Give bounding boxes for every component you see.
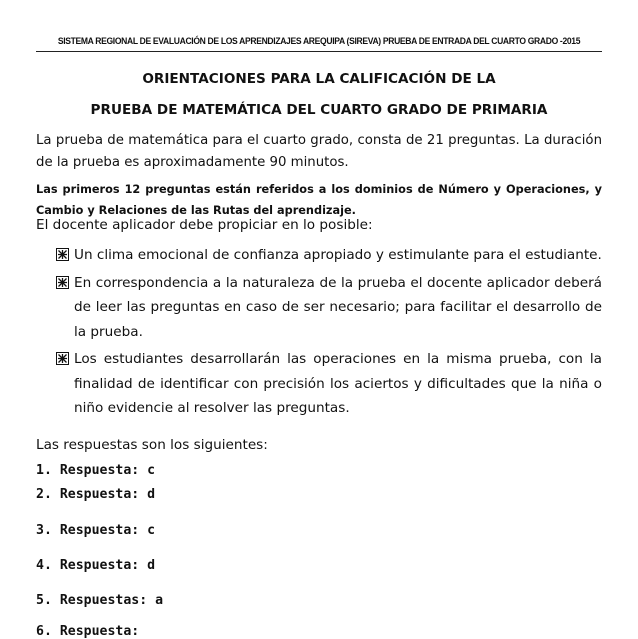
answer-item: 2. Respuesta: d (36, 487, 156, 502)
answer-item: 1. Respuesta: c (36, 463, 156, 478)
document-header: SISTEMA REGIONAL DE EVALUACIÓN DE LOS APRENDIZAJES AREQUIPA (SIREVA) PRUEBA DE ENTRADA DEL CUARTO GRADO -2015 (57, 36, 581, 46)
answer-item: 3. Respuesta: c (36, 523, 156, 538)
list-item (56, 347, 602, 421)
list-item (56, 243, 602, 268)
bold-paragraph: Las primeros 12 preguntas están referidos a los dominios de Número y Operaciones, y Cambio y Relaciones de las Rutas del aprendizaje. (36, 183, 602, 217)
teacher-intro: El docente aplicador debe propiciar en lo posible: (36, 217, 373, 233)
answer-item: 5. Respuestas: a (36, 593, 164, 608)
bullet-text: En correspondencia a la naturaleza de la prueba el docente aplicador deberá de leer las preguntas en caso de ser necesario; para facilitar el desarrollo de la prueba. (74, 274, 602, 340)
checkbox-bullet-icon (56, 248, 69, 261)
answer-item: 6. Respuesta: (36, 624, 140, 639)
answers-intro: Las respuestas son los siguientes: (36, 437, 268, 453)
title-line-1: ORIENTACIONES PARA LA CALIFICACIÓN DE LA (142, 71, 496, 87)
guidelines-list (56, 243, 602, 424)
checkbox-bullet-icon (56, 352, 69, 365)
answer-item: 4. Respuesta: d (36, 558, 156, 573)
list-item (56, 271, 602, 345)
bullet-text: Un clima emocional de confianza apropiado y estimulante para el estudiante. (74, 247, 602, 263)
header-divider (36, 51, 602, 52)
title-line-2: PRUEBA DE MATEMÁTICA DEL CUARTO GRADO DE PRIMARIA (90, 102, 548, 118)
intro-paragraph: La prueba de matemática para el cuarto grado, consta de 21 preguntas. La duración de la prueba es aproximadamente 90 minutos. (36, 133, 602, 170)
bullet-text: Los estudiantes desarrollarán las operaciones en la misma prueba, con la finalidad de identificar con precisión los aciertos y dificultades que la niña o niño evidencie al resolver las preguntas. (74, 351, 602, 416)
checkbox-bullet-icon (56, 276, 69, 289)
